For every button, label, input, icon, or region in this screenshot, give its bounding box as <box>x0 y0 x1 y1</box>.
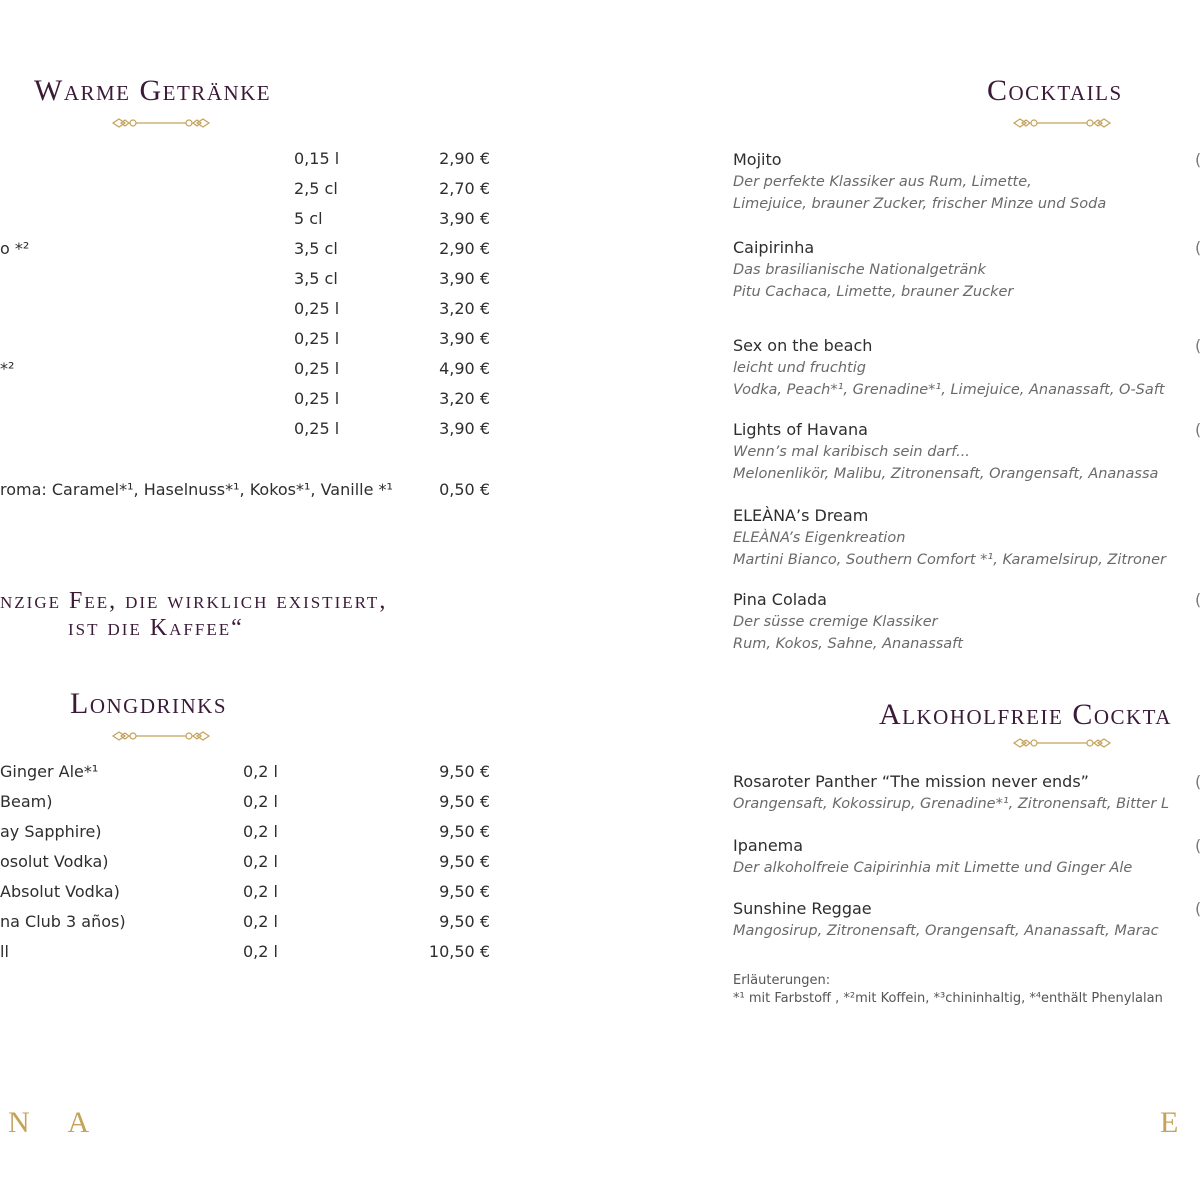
cocktail-name: Lights of Havana <box>733 420 868 439</box>
item-size: 0,2 l <box>243 792 278 811</box>
quote-line-1: nzige Fee, die wirklich existiert, <box>0 588 388 614</box>
warme-row <box>0 179 490 199</box>
item-price: 9,50 € <box>439 792 490 811</box>
brand-logo-right: E <box>1160 1106 1195 1139</box>
warme-row <box>0 329 490 349</box>
cocktail-ingredients: Melonenlikör, Malibu, Zitronensaft, Orangensaft, Ananassa <box>733 465 1159 482</box>
item-name: Absolut Vodka) <box>0 882 120 901</box>
warme-row <box>0 299 490 319</box>
item-size: 5 cl <box>294 209 323 228</box>
longdrink-row <box>0 852 490 872</box>
item-size: 0,2 l <box>243 762 278 781</box>
warme-row <box>0 389 490 409</box>
ornament-divider-icon <box>111 115 211 131</box>
aroma-price: 0,50 € <box>439 480 490 499</box>
item-price: 9,50 € <box>439 882 490 901</box>
warme-row <box>0 359 490 379</box>
item-name: na Club 3 años) <box>0 912 126 931</box>
cocktail-description: leicht und fruchtig <box>733 360 866 376</box>
alkoholfrei-item <box>733 899 1201 943</box>
aroma-row <box>0 480 490 500</box>
item-size: 0,15 l <box>294 149 340 168</box>
item-price: 9,50 € <box>439 852 490 871</box>
alkoholfrei-item <box>733 836 1201 880</box>
warme-row <box>0 149 490 169</box>
cocktail-description: ELEÀNA’s Eigenkreation <box>733 530 906 546</box>
cocktail-description: Wenn’s mal karibisch sein darf... <box>733 444 970 460</box>
item-size: 0,25 l <box>294 359 340 378</box>
item-price: 2,70 € <box>439 179 490 198</box>
quote-line-2: ist die Kaffee“ <box>68 615 244 641</box>
cocktail-ingredients: Limejuice, brauner Zucker, frischer Minze und Soda <box>733 195 1107 212</box>
cocktail-name: ELEÀNA’s Dream <box>733 506 869 525</box>
cocktail-price-clipped: ( <box>1195 420 1201 439</box>
item-price: 2,90 € <box>439 149 490 168</box>
item-size: 3,5 cl <box>294 269 338 288</box>
cocktail-name: Sunshine Reggae <box>733 899 872 918</box>
item-price: 4,90 € <box>439 359 490 378</box>
warme-row <box>0 209 490 229</box>
cocktail-price-clipped: ( <box>1195 336 1201 355</box>
cocktail-price-clipped: ( <box>1195 772 1201 791</box>
ornament-divider-icon <box>1012 735 1112 751</box>
item-size: 0,2 l <box>243 852 278 871</box>
item-size: 0,2 l <box>243 942 278 961</box>
cocktail-ingredients: Pitu Cachaca, Limette, brauner Zucker <box>733 283 1014 300</box>
cocktail-name: Mojito <box>733 150 782 169</box>
cocktail-description: Der perfekte Klassiker aus Rum, Limette, <box>733 174 1032 190</box>
item-price: 3,90 € <box>439 209 490 228</box>
cocktail-item <box>733 420 1201 485</box>
cocktail-item <box>733 238 1201 303</box>
cocktail-price-clipped: ( <box>1195 836 1201 855</box>
cocktail-price-clipped: ( <box>1195 238 1201 257</box>
item-name: Ginger Ale*¹ <box>0 762 99 781</box>
warme-row <box>0 239 490 259</box>
ornament-divider-icon <box>111 728 211 744</box>
item-name: ll <box>0 942 9 961</box>
warme-row <box>0 419 490 439</box>
cocktail-ingredients: Martini Bianco, Southern Comfort *¹, Karamelsirup, Zitroner <box>733 551 1166 568</box>
cocktail-item <box>733 590 1201 655</box>
cocktail-item <box>733 336 1201 401</box>
item-size: 0,25 l <box>294 419 340 438</box>
longdrinks-heading: Longdrinks <box>70 687 227 720</box>
item-price: 9,50 € <box>439 912 490 931</box>
cocktail-ingredients: Rum, Kokos, Sahne, Ananassaft <box>733 635 963 652</box>
item-size: 0,2 l <box>243 822 278 841</box>
warme-row <box>0 269 490 289</box>
item-size: 0,2 l <box>243 882 278 901</box>
cocktail-name: Caipirinha <box>733 238 815 257</box>
item-price: 3,90 € <box>439 269 490 288</box>
item-price: 3,20 € <box>439 299 490 318</box>
cocktail-description: Der süsse cremige Klassiker <box>733 614 938 630</box>
cocktail-ingredients: Mangosirup, Zitronensaft, Orangensaft, Ananassaft, Marac <box>733 923 1159 939</box>
alkoholfrei-item <box>733 772 1201 816</box>
item-size: 0,25 l <box>294 389 340 408</box>
item-price: 3,90 € <box>439 419 490 438</box>
longdrink-row <box>0 762 490 782</box>
cocktail-description: Das brasilianische Nationalgetränk <box>733 262 986 278</box>
item-price: 2,90 € <box>439 239 490 258</box>
longdrink-row <box>0 942 490 962</box>
cocktail-ingredients: Orangensaft, Kokossirup, Grenadine*¹, Zitronensaft, Bitter L <box>733 796 1170 812</box>
item-name: ay Sapphire) <box>0 822 102 841</box>
cocktail-item <box>733 150 1201 215</box>
item-price: 9,50 € <box>439 762 490 781</box>
ornament-divider-icon <box>1012 115 1112 131</box>
cocktail-item <box>733 506 1166 571</box>
item-size: 0,25 l <box>294 329 340 348</box>
cocktail-name: Rosaroter Panther “The mission never ends” <box>733 772 1089 791</box>
longdrink-row <box>0 882 490 902</box>
alkoholfreie-cocktails-heading: Alkoholfreie Cockta <box>879 698 1172 731</box>
cocktail-price-clipped: ( <box>1195 899 1201 918</box>
item-name: osolut Vodka) <box>0 852 109 871</box>
item-size: 0,2 l <box>243 912 278 931</box>
cocktail-ingredients: Der alkoholfreie Caipirinhia mit Limette und Ginger Ale <box>733 860 1133 876</box>
longdrink-row <box>0 822 490 842</box>
cocktail-name: Pina Colada <box>733 590 827 609</box>
cocktail-name: Sex on the beach <box>733 336 873 355</box>
item-name: o *² <box>0 239 30 258</box>
item-size: 0,25 l <box>294 299 340 318</box>
cocktails-heading: Cocktails <box>987 74 1123 107</box>
cocktail-name: Ipanema <box>733 836 804 855</box>
cocktail-price-clipped: ( <box>1195 150 1201 169</box>
item-name: Beam) <box>0 792 53 811</box>
item-price: 3,20 € <box>439 389 490 408</box>
item-price: 3,90 € <box>439 329 490 348</box>
item-name: *² <box>0 359 15 378</box>
footnote-title: Erläuterungen: <box>733 973 831 988</box>
item-price: 10,50 € <box>428 942 490 961</box>
warme-getraenke-heading: Warme Getränke <box>34 74 272 107</box>
longdrink-row <box>0 912 490 932</box>
item-size: 2,5 cl <box>294 179 338 198</box>
cocktail-ingredients: Vodka, Peach*¹, Grenadine*¹, Limejuice, Ananassaft, O-Saft <box>733 381 1165 398</box>
brand-logo-left: N A <box>8 1106 106 1139</box>
item-price: 9,50 € <box>439 822 490 841</box>
longdrink-row <box>0 792 490 812</box>
cocktail-price-clipped: ( <box>1195 590 1201 609</box>
aroma-text: roma: Caramel*¹, Haselnuss*¹, Kokos*¹, Vanille *¹ <box>0 480 393 499</box>
item-size: 3,5 cl <box>294 239 338 258</box>
footnote-text: *¹ mit Farbstoff , *²mit Koffein, *³chininhaltig, *⁴enthält Phenylalan <box>733 991 1163 1006</box>
